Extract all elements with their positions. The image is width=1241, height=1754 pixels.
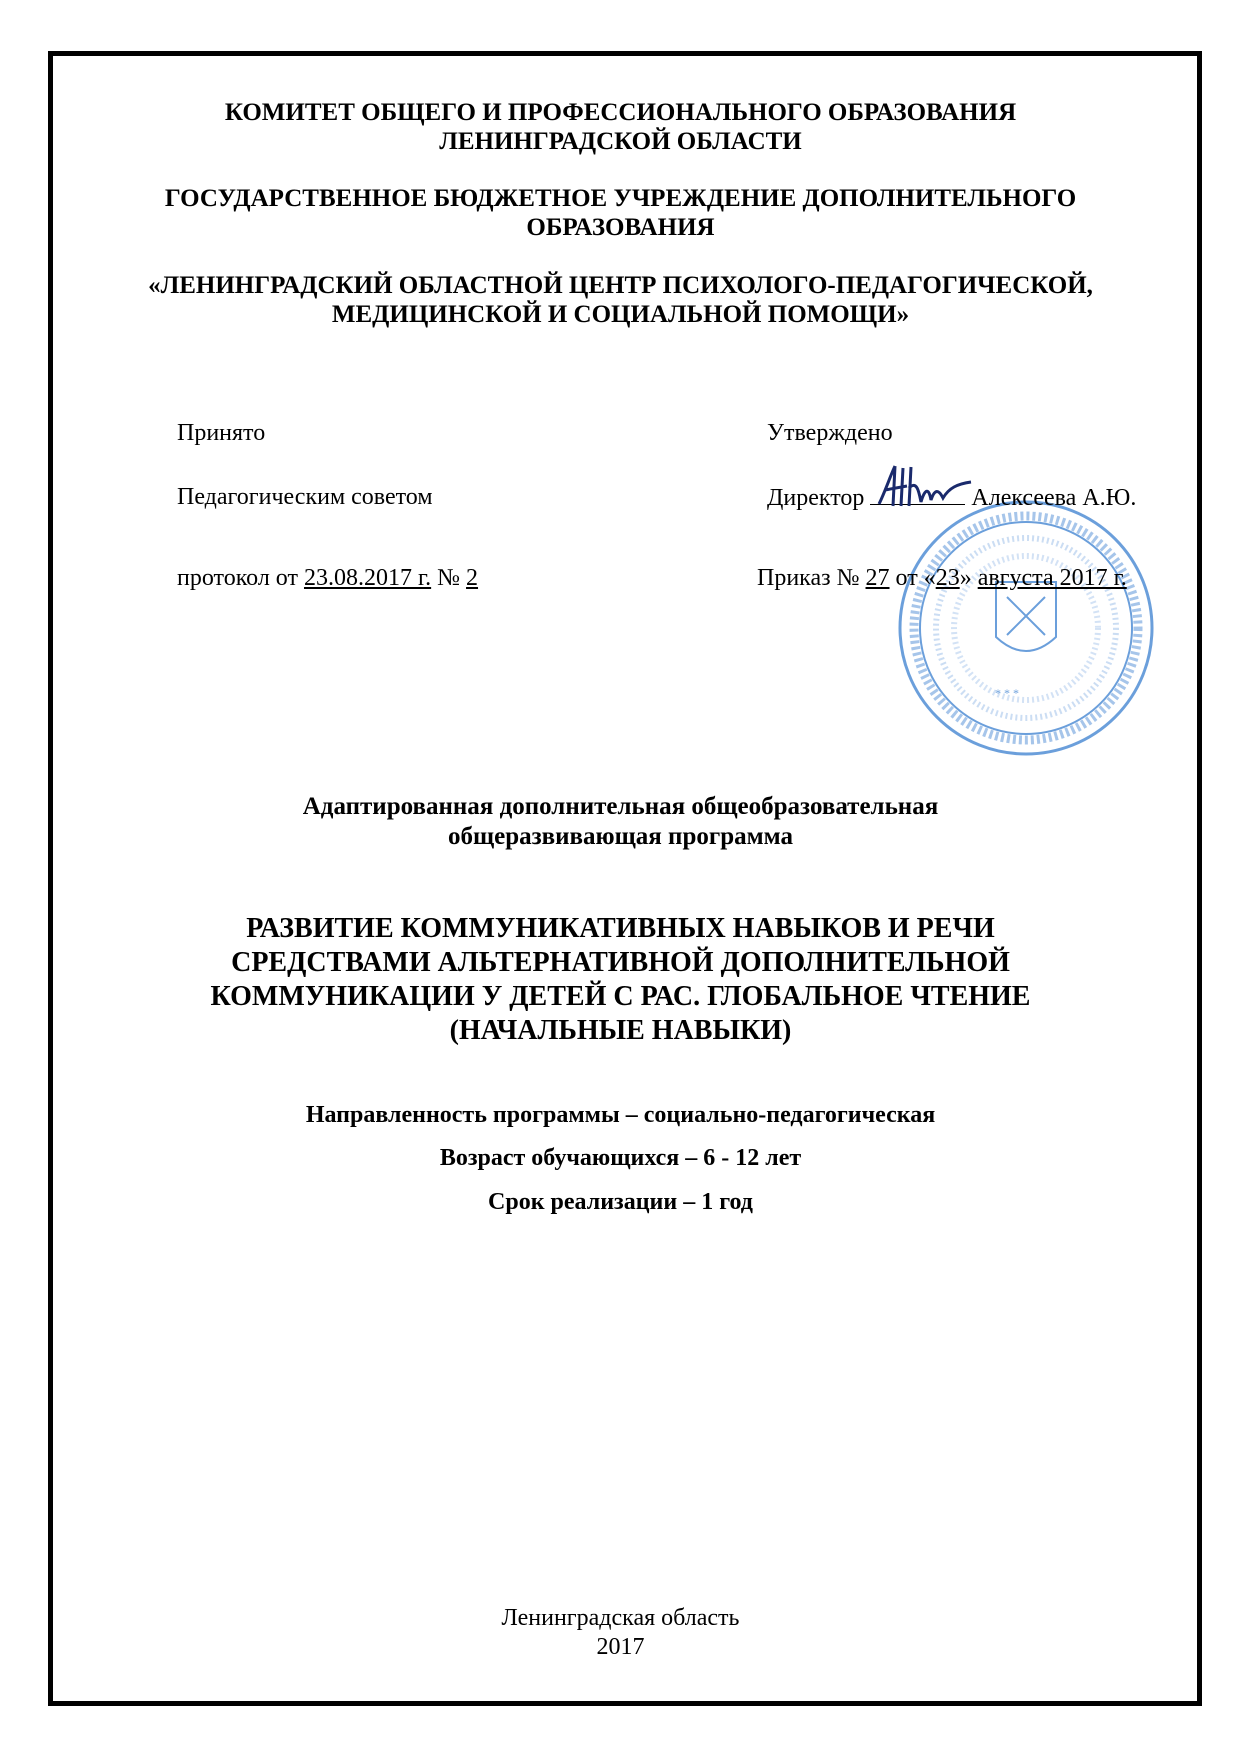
committee-line-1: КОМИТЕТ ОБЩЕГО И ПРОФЕССИОНАЛЬНОГО ОБРАЗОВАНИЯ	[224, 99, 1017, 126]
committee-line-2: ЛЕНИНГРАДСКОЙ ОБЛАСТИ	[439, 128, 802, 155]
director-signature	[875, 462, 975, 512]
program-type-line-1: Адаптированная дополнительная общеобразовательная	[302, 793, 939, 820]
order-line	[757, 565, 1127, 592]
center-line-1: «ЛЕНИНГРАДСКИЙ ОБЛАСТНОЙ ЦЕНТР ПСИХОЛОГО-ПЕДАГОГИЧЕСКОЙ,	[148, 272, 1093, 299]
svg-text:* * *: * * *	[995, 686, 1019, 700]
program-age: Возраст обучающихся – 6 - 12 лет	[439, 1145, 802, 1171]
protocol-prefix: протокол от	[177, 565, 304, 591]
order-number: 27	[865, 565, 890, 591]
footer-year: 2017	[596, 1634, 645, 1660]
program-type-line-2: общеразвивающая программа	[448, 823, 793, 850]
program-focus: Направленность программы – социально-педагогическая	[305, 1102, 936, 1128]
accepted-title: Принято	[177, 420, 266, 446]
institution-line-2: ОБРАЗОВАНИЯ	[526, 214, 715, 241]
program-title-line-1: РАЗВИТИЕ КОММУНИКАТИВНЫХ НАВЫКОВ И РЕЧИ	[246, 913, 995, 944]
footer-place: Ленинградская область	[501, 1605, 740, 1631]
program-title-line-4: (НАЧАЛЬНЫЕ НАВЫКИ)	[449, 1015, 792, 1046]
center-line-2: МЕДИЦИНСКОЙ И СОЦИАЛЬНОЙ ПОМОЩИ»	[331, 301, 910, 328]
order-from: от «	[889, 565, 936, 591]
program-title-line-3: КОММУНИКАЦИИ У ДЕТЕЙ С РАС. ГЛОБАЛЬНОЕ ЧТЕНИЕ	[210, 981, 1031, 1012]
protocol-date: 23.08.2017 г.	[303, 565, 432, 591]
accepted-body: Педагогическим советом	[177, 484, 433, 510]
institution-line-1: ГОСУДАРСТВЕННОЕ БЮДЖЕТНОЕ УЧРЕЖДЕНИЕ ДОПОЛНИТЕЛЬНОГО	[164, 185, 1077, 212]
order-prefix: Приказ №	[757, 565, 866, 591]
protocol-no-prefix: №	[431, 565, 467, 591]
order-day: 23	[935, 565, 960, 591]
protocol-number: 2	[466, 565, 479, 591]
order-day-close: »	[959, 565, 978, 591]
order-month-year: августа 2017 г.	[977, 565, 1127, 591]
protocol-line	[177, 565, 478, 592]
program-duration: Срок реализации – 1 год	[488, 1189, 753, 1215]
approved-title: Утверждено	[767, 420, 893, 446]
director-label: Директор	[767, 485, 871, 511]
official-stamp	[895, 497, 1157, 759]
program-title-line-2: СРЕДСТВАМИ АЛЬТЕРНАТИВНОЙ ДОПОЛНИТЕЛЬНОЙ	[231, 947, 1010, 978]
director-name: Алексеева А.Ю.	[971, 485, 1137, 511]
